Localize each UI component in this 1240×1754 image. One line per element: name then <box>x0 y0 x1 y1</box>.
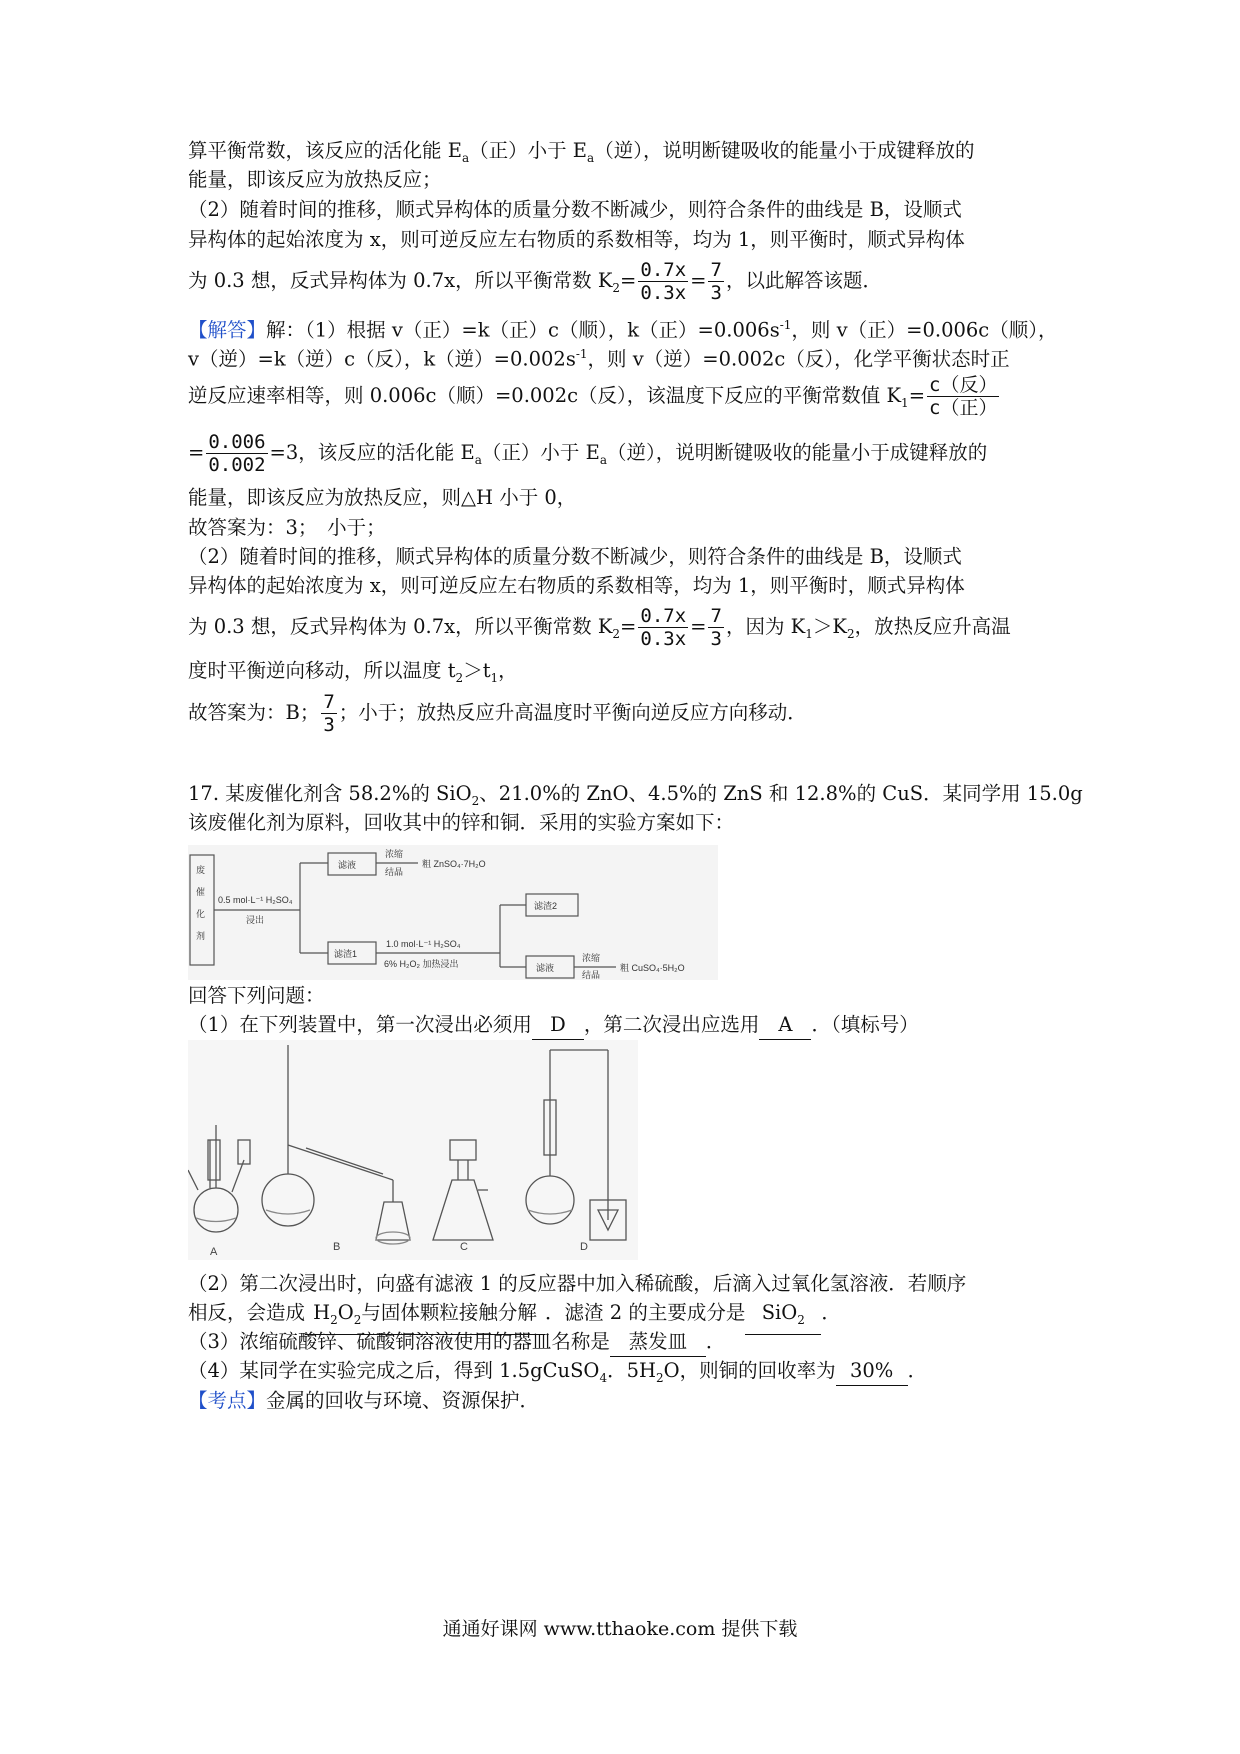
flow-product1: 粗 ZnSO₄·7H₂O <box>422 859 486 869</box>
q17-sub4: （4）某同学在实验完成之后，得到 1.5gCuSO$_4$．$5H_2O$，则铜的回收率为 30% ． <box>188 1359 928 1385</box>
answer-line-4: = $\frac{0.006}{0.002}$ =3，该反应的活化能 $E_a$（正）小于 $E_a$（逆），说明断键吸收的能量小于成键释放的 <box>188 431 988 476</box>
flow-step1: 浸出 <box>246 915 265 925</box>
q17-line-1: 17. 某废催化剂含 58.2%的 SiO$_2$、21.0%的 ZnO、4.5%的 ZnS 和 12.8%的 CuS．某同学用 15.0g <box>188 782 1083 808</box>
intro-line-5: 为 0.3 想，反式异构体为 0.7x，所以平衡常数 $K_2=$ $\frac{0.7x}{0.3x}$ = $\frac{7}{3}$ ，以此解答该题． <box>188 259 882 304</box>
fraction: $\frac{7}{3}$ <box>323 691 335 736</box>
apparatus-label-c: C <box>460 1241 468 1253</box>
answer-blank-4: SiO$_2$ <box>745 1299 821 1335</box>
q17-sub2-line-1: （2）第二次浸出时，向盛有滤液 1 的反应器中加入稀硫酸，后滴入过氧化氢溶液．若顺序 <box>188 1272 967 1295</box>
answer-blank-3: $H_2O_2$与固体颗粒接触分解 <box>305 1299 545 1335</box>
q17-line-3: 回答下列问题： <box>188 984 325 1007</box>
answer-tag: 【解答】 <box>188 318 267 342</box>
kaodian-tag: 【考点】 <box>188 1389 267 1412</box>
apparatus-label-b: B <box>333 1241 341 1253</box>
apparatus-label-d: D <box>580 1241 588 1253</box>
fraction: $\frac{0.7x}{0.3x}$ <box>640 605 687 650</box>
answer-line-10: 度时平衡逆向移动，所以温度 $t_2>t_1$， <box>188 659 518 685</box>
intro-line-3: （2）随着时间的推移，顺式异构体的质量分数不断减少，则符合条件的曲线是 B，设顺式 <box>188 198 962 221</box>
flow-reagent1: 0.5 mol·L⁻¹ H₂SO₄ <box>218 895 293 905</box>
flow-filtrate2: 滤液 <box>536 963 555 973</box>
apparatus-figure <box>188 1040 638 1260</box>
answer-line-2: v（逆）=k（逆）c（反），k（逆）$=0.002s^{-1}$，则 v（逆）=0.002c（反），化学平衡状态时正 <box>188 347 1010 371</box>
answer-line-9: 为 0.3 想，反式异构体为 0.7x，所以平衡常数 $K_2=$ $\frac{0.7x}{0.3x}$ = $\frac{7}{3}$ ，因为 $K_1>K_2$，放热反应升高温 <box>188 605 1011 650</box>
answer-blank-2: A <box>759 1011 811 1040</box>
flow-reagent3: 6% H₂O₂ 加热浸出 <box>384 959 459 969</box>
fraction: $\frac{7}{3}$ <box>710 259 722 304</box>
q17-sub2-line-2: 相反，会造成 $H_2O_2$与固体颗粒接触分解 ．滤渣 2 的主要成分是 SiO$_2$ ． <box>188 1299 1058 1335</box>
flow-concentrate2: 浓缩 <box>582 953 601 963</box>
answer-blank-1: D <box>532 1011 584 1040</box>
q17-line-2: 该废催化剂为原料，回收其中的锌和铜．采用的实验方案如下： <box>188 811 735 834</box>
answer-line-1: 【解答】解：（1）根据 v（正）=k（正）c（顺），k（正）$=0.006s^{-1}$，则 v（正）=0.006c（顺）， <box>188 318 1058 342</box>
flow-product2: 粗 CuSO₄·5H₂O <box>620 963 685 973</box>
q17-kaodian: 【考点】金属的回收与环境、资源保护． <box>188 1389 540 1412</box>
flow-start-label: 废 <box>196 865 206 875</box>
intro-line-4: 异构体的起始浓度为 x，则可逆反应左右物质的系数相等，均为 1，则平衡时，顺式异构体 <box>188 228 965 251</box>
answer-line-11: 故答案为：B； $\frac{7}{3}$ ；小于；放热反应升高温度时平衡向逆反应方向移动． <box>188 691 807 736</box>
answer-line-7: （2）随着时间的推移，顺式异构体的质量分数不断减少，则符合条件的曲线是 B，设顺式 <box>188 545 962 568</box>
flowchart <box>188 845 718 980</box>
apparatus-label-a: A <box>210 1246 218 1258</box>
answer-line-3: 逆反应速率相等，则 0.006c（顺）=0.002c（反），该温度下反应的平衡常数值 $K_1=$ $\frac{\text{c（反）}}{\text{c（正）}}$ <box>188 374 998 419</box>
answer-line-5: 能量，即该反应为放热反应，则△H 小于 0， <box>188 486 577 509</box>
answer-blank-6: 30% <box>836 1357 908 1386</box>
svg-text:化: 化 <box>196 909 206 919</box>
fraction: $\frac{\text{c（反）}}{\text{c（正）}}$ <box>929 374 998 419</box>
flow-crystallize: 结晶 <box>385 867 404 877</box>
flow-filtrate: 滤液 <box>338 860 357 870</box>
svg-text:催: 催 <box>196 887 206 897</box>
intro-line-2: 能量，即该反应为放热反应； <box>188 168 442 191</box>
answer-blank-5: 蒸发皿 <box>610 1328 706 1357</box>
flow-residue1: 滤渣1 <box>334 949 358 959</box>
flow-residue2: 滤渣2 <box>534 901 558 911</box>
page-footer: 通通好课网 www.tthaoke.com 提供下载 <box>442 1618 798 1640</box>
svg-text:剂: 剂 <box>196 931 206 941</box>
fraction: $\frac{0.7x}{0.3x}$ <box>640 259 687 304</box>
flow-reagent2: 1.0 mol·L⁻¹ H₂SO₄ <box>386 939 461 949</box>
answer-line-8: 异构体的起始浓度为 x，则可逆反应左右物质的系数相等，均为 1，则平衡时，顺式异构体 <box>188 574 965 597</box>
flow-crystallize2: 结晶 <box>582 970 601 980</box>
fraction: $\frac{7}{3}$ <box>710 605 722 650</box>
q17-sub3: （3）浓缩硫酸锌、硫酸铜溶液使用的器皿名称是 蒸发皿 ． <box>188 1328 1058 1357</box>
intro-line-1: 算平衡常数，该反应的活化能 $E_a$（正）小于 $E_a$（逆），说明断键吸收的能量小于成键释放的 <box>188 139 975 165</box>
q17-sub1: （1）在下列装置中，第一次浸出必须用 D ，第二次浸出应选用 A ．（填标号） <box>188 1011 1058 1040</box>
answer-line-6: 故答案为：3； 小于； <box>188 516 386 539</box>
fraction: $\frac{0.006}{0.002}$ <box>208 431 266 476</box>
apparatus-background <box>188 1040 638 1260</box>
flow-concentrate: 浓缩 <box>385 849 404 859</box>
